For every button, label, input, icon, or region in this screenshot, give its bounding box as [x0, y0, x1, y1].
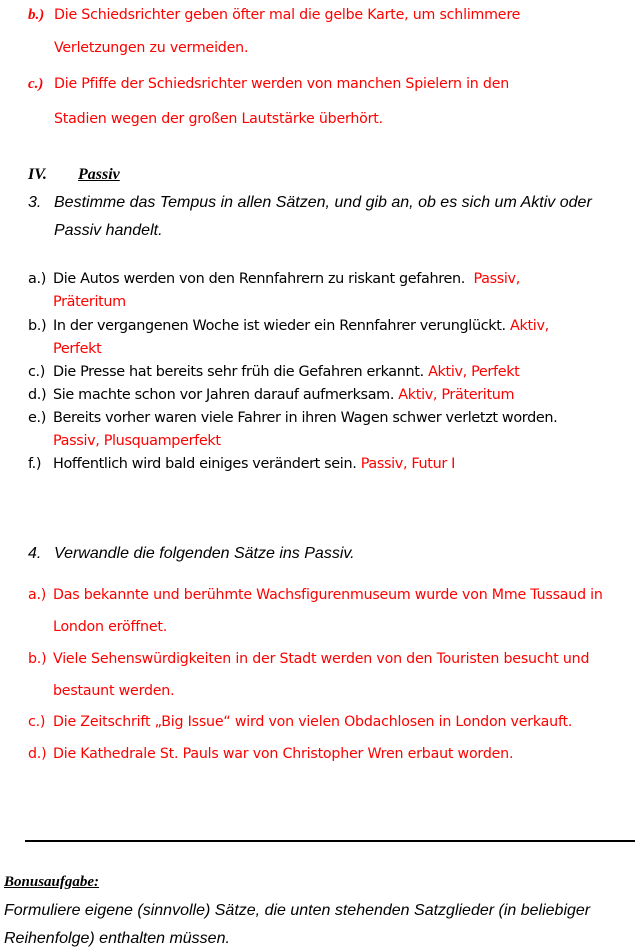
answer: Perfekt — [53, 341, 102, 357]
bonus-instruction: Formuliere eigene (sinnvolle) Sätze, die unten stehenden Satzglieder (in beliebiger — [4, 902, 591, 919]
sentence: Bereits vorher waren viele Fahrer in ihren Wagen schwer verletzt worden. — [53, 410, 558, 426]
answer: Passiv, Futur I — [360, 456, 456, 472]
task-number: 3. — [28, 194, 42, 211]
task-instruction: Verwandle die folgenden Sätze ins Passiv. — [54, 545, 355, 562]
sentence: Die Presse hat bereits sehr früh die Gefahren erkannt. — [53, 364, 424, 380]
item-label: c.) — [28, 76, 44, 92]
sentence: Hoffentlich wird bald einiges verändert sein. — [53, 456, 357, 472]
answer-line: Viele Sehenswürdigkeiten in der Stadt werden von den Touristen besucht und — [53, 651, 590, 667]
section-title: Passiv — [78, 166, 120, 183]
section-numeral: IV. — [28, 166, 47, 183]
item-label: b.) — [28, 7, 45, 23]
answer: Passiv, — [473, 271, 520, 287]
answer-line: Das bekannte und berühmte Wachsfigurenmuseum wurde von Mme Tussaud in — [53, 587, 603, 603]
answer: Aktiv, — [510, 318, 549, 334]
answer-line: bestaunt werden. — [53, 683, 175, 699]
item-label: b.) — [28, 318, 47, 334]
task-instruction: Passiv handelt. — [54, 222, 163, 239]
item-label: c.) — [28, 364, 46, 380]
item-label: e.) — [28, 410, 46, 426]
answer: Präteritum — [53, 294, 126, 310]
item-label: a.) — [28, 271, 46, 287]
answer-line: Stadien wegen der großen Lautstärke überhört. — [54, 111, 383, 127]
bonus-title: Bonusaufgabe: — [4, 874, 100, 890]
task-instruction: Bestimme das Tempus in allen Sätzen, und gib an, ob es sich um Aktiv oder — [54, 194, 592, 211]
answer-line: London eröffnet. — [53, 619, 168, 635]
answer-line: Die Schiedsrichter geben öfter mal die gelbe Karte, um schlimmere — [54, 7, 521, 23]
answer: Aktiv, Perfekt — [428, 364, 520, 380]
item-label: a.) — [28, 587, 47, 603]
item-label: d.) — [28, 387, 47, 403]
item-label: d.) — [28, 746, 47, 762]
answer-line: Die Pfiffe der Schiedsrichter werden von manchen Spielern in den — [54, 76, 510, 92]
item-label: c.) — [28, 714, 46, 730]
answer: Passiv, Plusquamperfekt — [53, 433, 221, 449]
divider-line — [25, 840, 635, 842]
task-number: 4. — [28, 545, 42, 562]
bonus-instruction: Reihenfolge) enthalten müssen. — [4, 930, 230, 947]
answer-line: Die Kathedrale St. Pauls war von Christopher Wren erbaut worden. — [53, 746, 514, 762]
sentence: In der vergangenen Woche ist wieder ein Rennfahrer verunglückt. — [53, 318, 506, 334]
answer-line: Die Zeitschrift „Big Issue“ wird von vielen Obdachlosen in London verkauft. — [53, 714, 573, 730]
answer-line: Verletzungen zu vermeiden. — [54, 40, 249, 56]
sentence: Sie machte schon vor Jahren darauf aufmerksam. — [53, 387, 395, 403]
item-label: b.) — [28, 651, 47, 667]
item-label: f.) — [28, 456, 42, 472]
sentence: Die Autos werden von den Rennfahrern zu riskant gefahren. — [53, 271, 466, 287]
answer: Aktiv, Präteritum — [398, 387, 515, 403]
